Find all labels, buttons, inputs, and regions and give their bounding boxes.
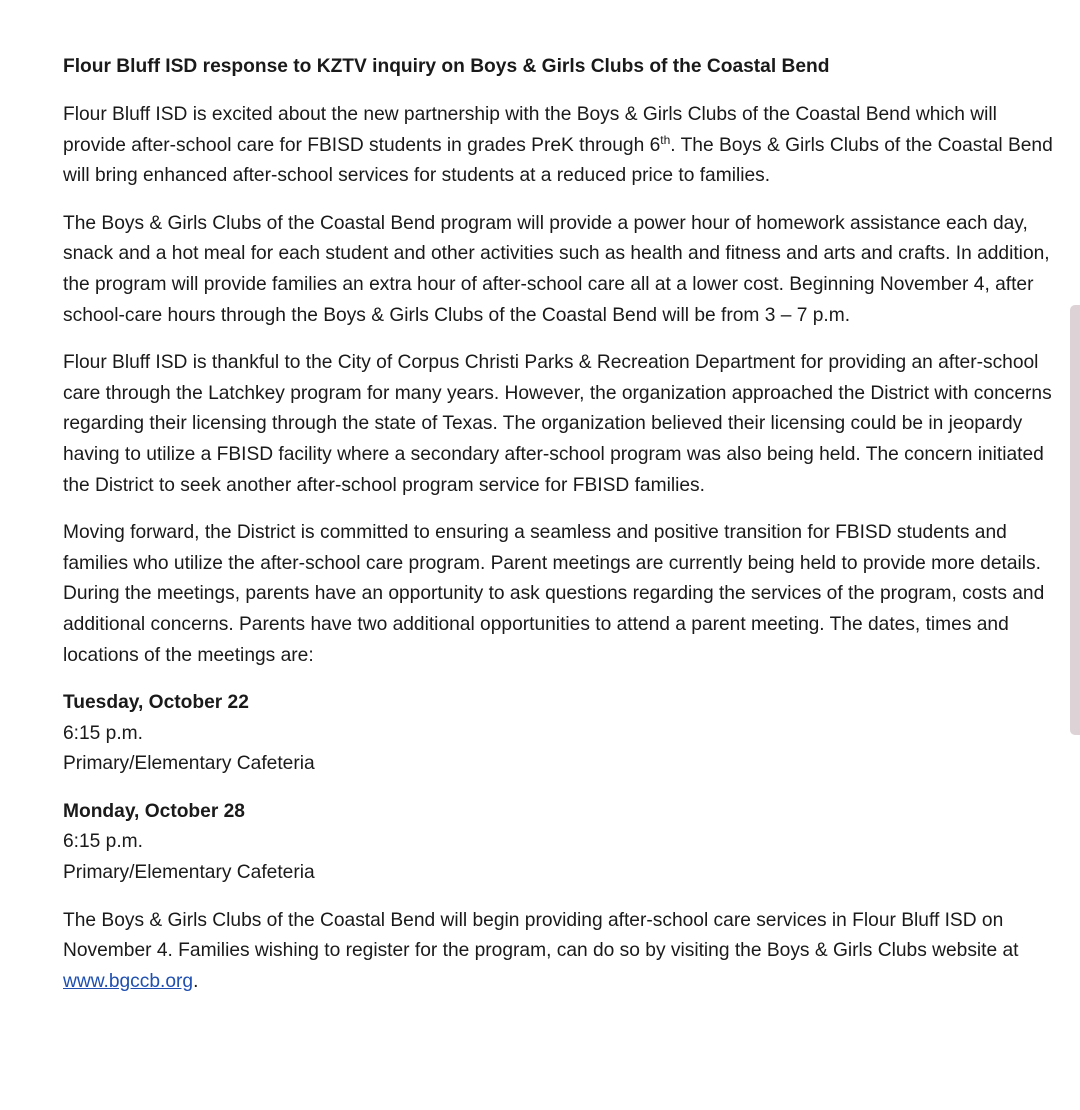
- paragraph-latchkey: Flour Bluff ISD is thankful to the City of Corpus Christi Parks & Recreation Department for providing an after-school care through the Latchkey program for many years. However, the organization approached the District with concerns regarding their licensing through the state of Texas. The organization believed their licensing could be in jeopardy having to utilize a FBISD facility where a secondary after-school program was also being held. The concern initiated the District to seek another after-school program service for FBISD families.: [63, 352, 1052, 496]
- paragraph-partnership-text: Flour Bluff ISD is excited about the new partnership with the Boys & Girls Clubs of the Coastal Bend which will provide after-school care for FBISD students in grades PreK through 6: [63, 104, 997, 156]
- meeting-block: [63, 797, 1058, 889]
- paragraph-registration: [63, 906, 1058, 998]
- meeting-time: 6:15 p.m.: [63, 831, 143, 853]
- paragraph-transition: Moving forward, the District is committed to ensuring a seamless and positive transition for FBISD students and families who utilize the after-school care program. Parent meetings are currently being held to provide more details. During the meetings, parents have an opportunity to ask questions regarding the services of the program, costs and additional concerns. Parents have two additional opportunities to attend a parent meeting. The dates, times and locations of the meetings are:: [63, 522, 1045, 666]
- paragraph-partnership-text-end: . The Boys & Girls Clubs of the Coastal Bend will bring enhanced after-school services for students at a reduced price to families.: [63, 134, 1053, 187]
- document: [63, 52, 1058, 1014]
- meeting-day: Tuesday, October 22: [63, 692, 249, 714]
- meeting-day: Monday, October 28: [63, 800, 245, 822]
- paragraph-registration-period: .: [193, 970, 199, 992]
- meeting-location: Primary/Elementary Cafeteria: [63, 753, 315, 775]
- paragraph-registration-text: The Boys & Girls Clubs of the Coastal Bend will begin providing after-school care services in Flour Bluff ISD on November 4. Families wishing to register for the program, can do so by visiting the Boys & Girls Clubs website at: [63, 909, 1019, 962]
- website-link[interactable]: www.bgccb.org: [63, 970, 194, 992]
- scrollbar-thumb[interactable]: [1070, 305, 1080, 735]
- paragraph-partnership: [63, 100, 1058, 192]
- meeting-time: 6:15 p.m.: [63, 722, 143, 744]
- meeting-location: Primary/Elementary Cafeteria: [63, 862, 315, 884]
- document-title: Flour Bluff ISD response to KZTV inquiry on Boys & Girls Clubs of the Coastal Bend: [63, 56, 830, 77]
- superscript-th: th: [660, 132, 671, 147]
- paragraph-program: The Boys & Girls Clubs of the Coastal Bend program will provide a power hour of homework assistance each day, snack and a hot meal for each student and other activities such as health and fitness and arts and crafts. In addition, the program will provide families an extra hour of after-school care all at a lower cost. Beginning November 4, after school-care hours through the Boys & Girls Clubs of the Coastal Bend will be from 3 – 7 p.m.: [63, 212, 1050, 326]
- meeting-block: [63, 688, 1058, 780]
